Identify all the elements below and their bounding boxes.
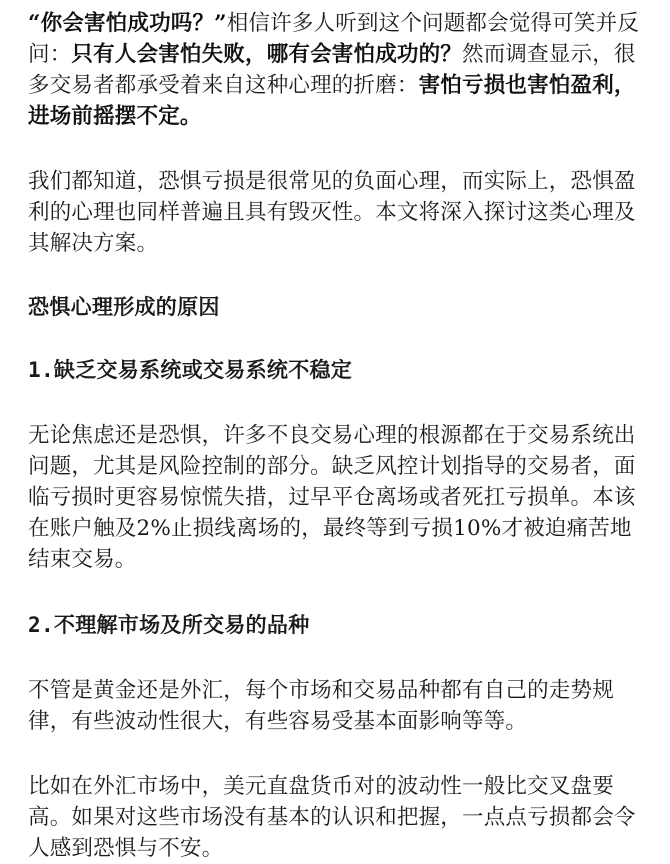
- spacer: [28, 575, 646, 609]
- intro-text-2: 然而调查显示，很多交易者都承受着来自这种心理的折磨：: [28, 42, 636, 98]
- spacer: [28, 737, 646, 771]
- intro-paragraph: [28, 8, 646, 132]
- intro-conclusion: 害怕亏损也害怕盈利，进场前摇摆不定。: [28, 73, 636, 129]
- point-2-body-2: 比如在外汇市场中，美元直盘货币对的波动性一般比交叉盘要高。如果对这些市场没有基本的认识和把握，一点点亏损都会令人感到恐惧与不安。: [28, 774, 636, 861]
- point-1-number: 1.: [28, 358, 54, 382]
- intro-text-1: 相信许多人听到这个问题都会觉得可笑并反问：: [28, 11, 640, 67]
- intro-rebuttal: 只有人会害怕失败，哪有会害怕成功的？: [71, 42, 463, 67]
- overview-paragraph: 我们都知道，恐惧亏损是很常见的负面心理，而实际上，恐惧盈利的心理也同样普遍且具有毁灭性。本文将深入探讨这类心理及其解决方案。: [28, 169, 636, 256]
- spacer: [28, 132, 646, 166]
- point-2-body-1: 不管是黄金还是外汇，每个市场和交易品种都有自己的走势规律，有些波动性很大，有些容易受基本面影响等等。: [28, 678, 614, 734]
- spacer: [28, 386, 646, 420]
- spacer: [28, 259, 646, 291]
- point-1-title: 缺乏交易系统或交易系统不稳定: [53, 357, 353, 382]
- spacer: [28, 322, 646, 354]
- spacer: [28, 641, 646, 675]
- point-2-number: 2.: [28, 613, 54, 637]
- intro-question: “你会害怕成功吗？”: [28, 11, 227, 36]
- point-1-heading: [28, 354, 646, 386]
- section-heading: 恐惧心理形成的原因: [28, 294, 220, 319]
- point-2-heading: [28, 609, 646, 641]
- point-1-body: 无论焦虑还是恐惧，许多不良交易心理的根源都在于交易系统出问题，尤其是风险控制的部分。缺乏风控计划指导的交易者，面临亏损时更容易惊慌失措，过早平仓离场或者死扛亏损单。本该在账户触及2%止损线离场的，最终等到亏损10%才被迫痛苦地结束交易。: [28, 423, 636, 572]
- point-2-title: 不理解市场及所交易的品种: [53, 612, 310, 637]
